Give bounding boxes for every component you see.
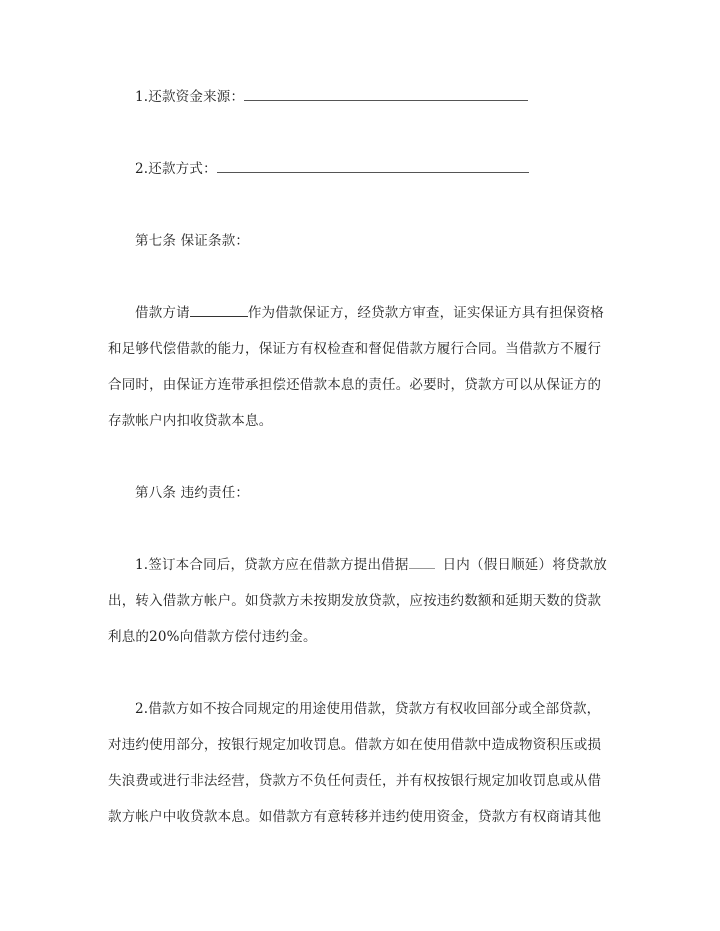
- guarantor-blank[interactable]: [190, 304, 248, 317]
- clause1-line1-post: 日内（假日顺延）将贷款放: [442, 557, 607, 573]
- repayment-method-line: [135, 160, 529, 178]
- article7-line4: 存款帐户内扣收贷款本息。: [108, 413, 273, 429]
- repayment-source-blank[interactable]: [244, 88, 528, 101]
- article8-clause2-line1: 2.借款方如不按合同规定的用途使用借款，贷款方有权收回部分或全部贷款，: [135, 701, 601, 717]
- article7-line2: 和足够代偿借款的能力，保证方有权检查和督促借款方履行合同。当借款方不履行: [108, 341, 602, 357]
- article7-line3: 合同时，由保证方连带承担偿还借款本息的责任。必要时，贷款方可以从保证方的: [108, 377, 602, 393]
- article7-line1-pre: 借款方请: [135, 305, 190, 321]
- article8-heading: 第八条 违约责任：: [135, 485, 250, 501]
- repayment-method-blank[interactable]: [217, 160, 529, 173]
- article8-clause1-line1: [135, 556, 607, 574]
- article7-line1: [135, 304, 604, 322]
- article7-heading: 第七条 保证条款：: [135, 233, 250, 249]
- article7-line1-post: 作为借款保证方，经贷款方审查，证实保证方具有担保资格: [247, 305, 605, 321]
- days-blank[interactable]: [409, 556, 435, 569]
- repayment-method-label: 2.还款方式：: [135, 161, 217, 177]
- article8-clause2-line4: 款方帐户中收贷款本息。如借款方有意转移并违约使用资金，贷款方有权商请其他: [108, 809, 602, 825]
- article8-clause1-line3: 利息的20%向借款方偿付违约金。: [108, 629, 317, 645]
- article8-clause1-line2: 出，转入借款方帐户。如贷款方未按期发放贷款，应按违约数额和延期天数的贷款: [108, 593, 602, 609]
- repayment-source-line: [135, 88, 528, 106]
- article8-clause2-line3: 失浪费或进行非法经营，贷款方不负任何责任，并有权按银行规定加收罚息或从借: [108, 773, 602, 789]
- repayment-source-label: 1.还款资金来源：: [135, 89, 245, 105]
- clause1-line1-pre: 1.签订本合同后，贷款方应在借款方提出借据: [135, 557, 409, 573]
- article8-clause2-line2: 对违约使用部分，按银行规定加收罚息。借款方如在使用借款中造成物资积压或损: [108, 737, 602, 753]
